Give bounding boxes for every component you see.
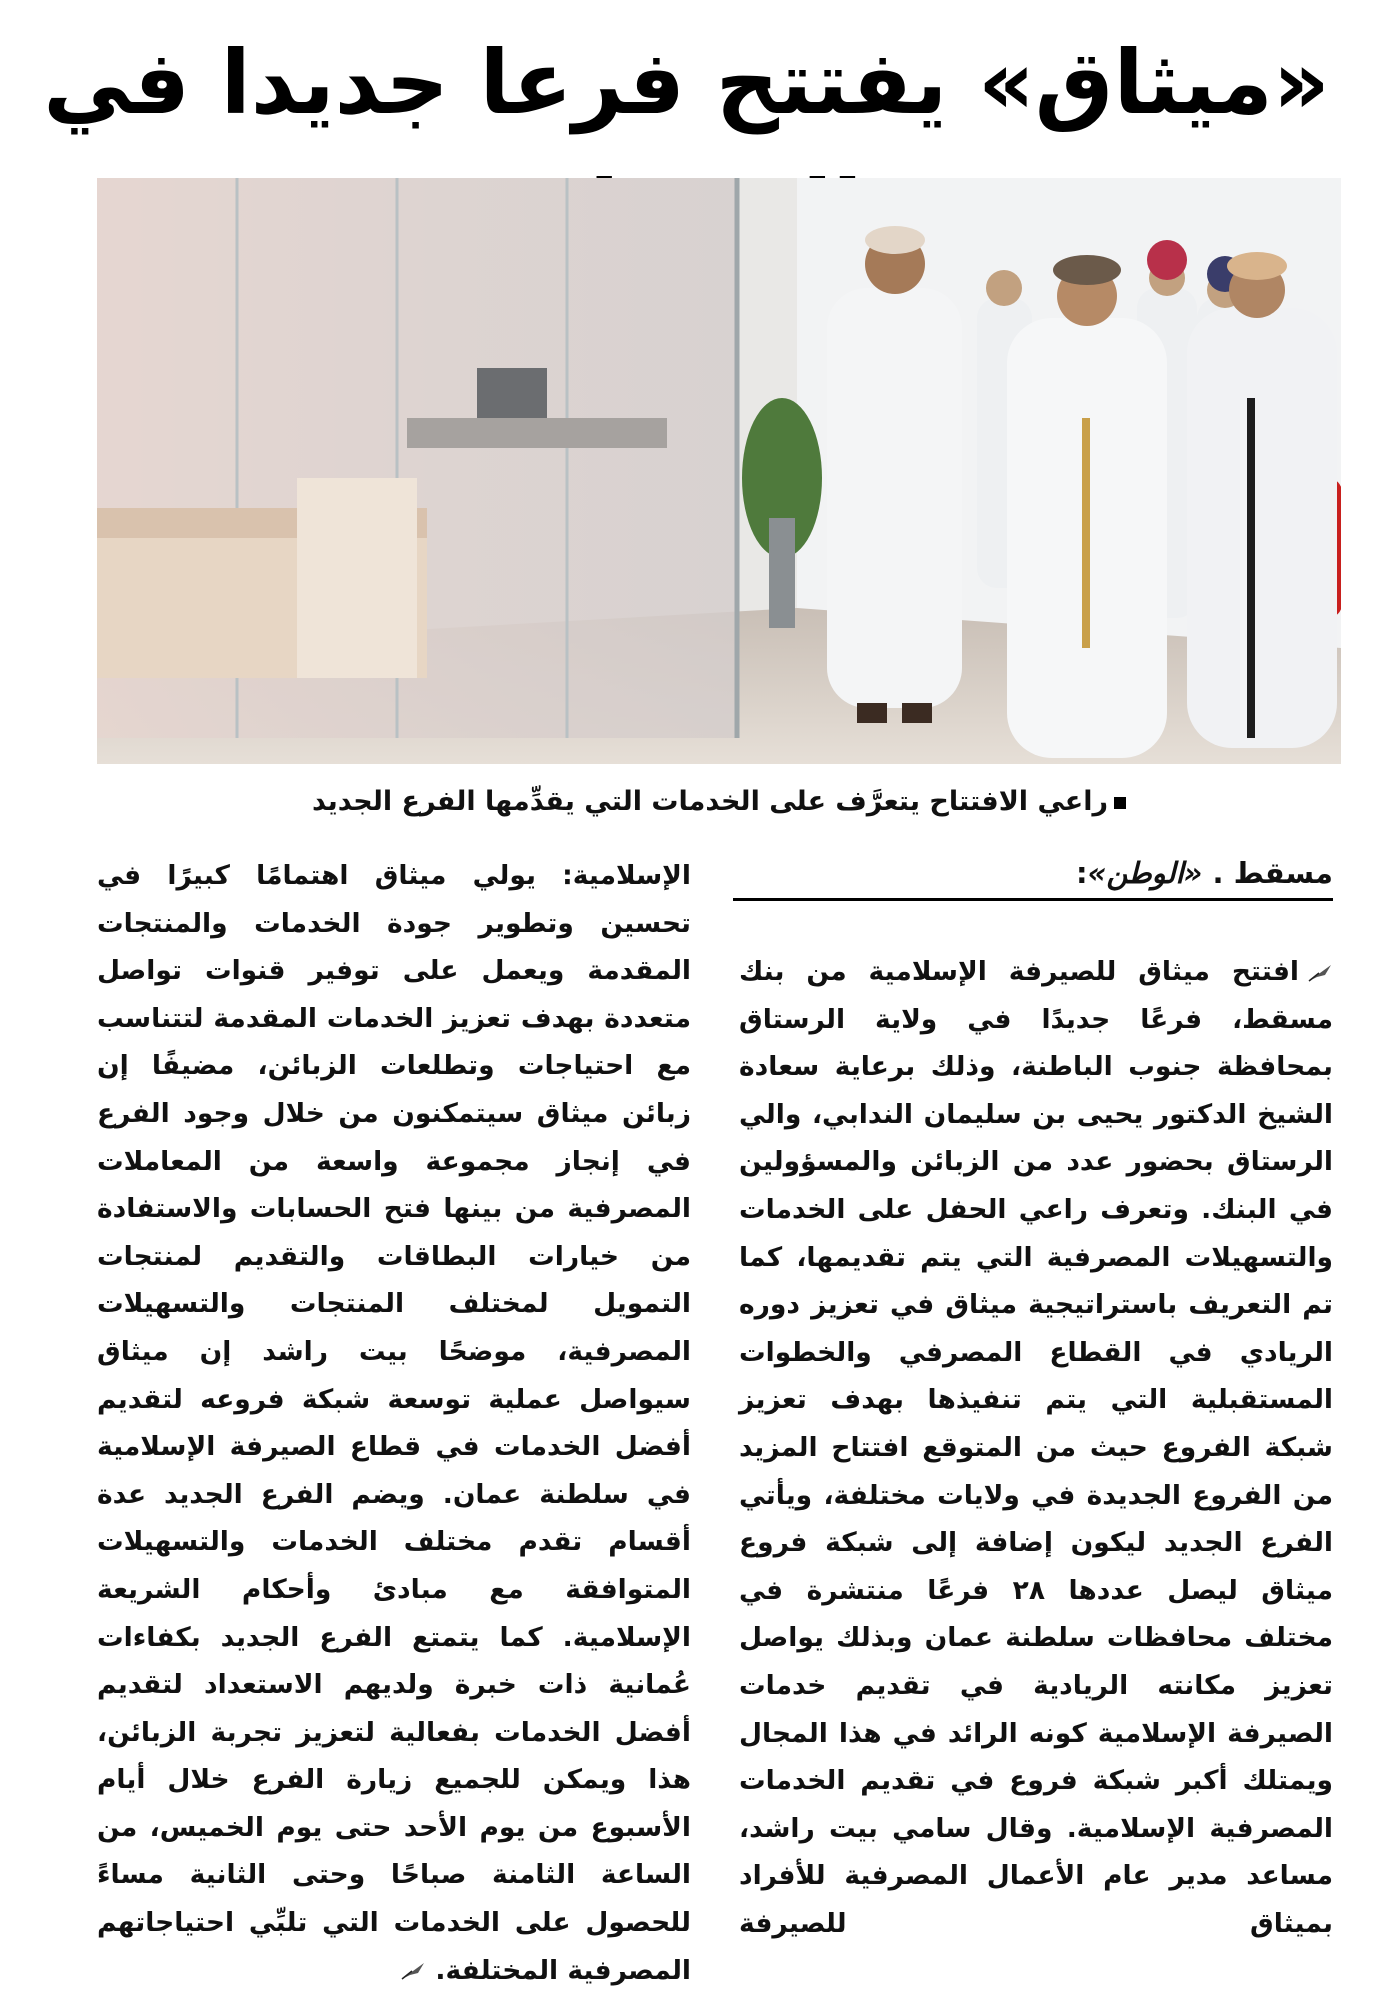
article-column-right (739, 948, 1333, 1939)
byline (733, 848, 1333, 901)
headline: «ميثاق» يفتتح فرعا جديدا في (43, 31, 1330, 134)
byline-brand: «الوطن» (1087, 856, 1203, 890)
article-text-right: افتتح ميثاق للصيرفة الإسلامية من بنك مسقط، فرعًا جديدًا في ولاية الرستاق بمحافظة جنوب الباطنة، وذلك برعاية سعادة الشيخ الدكتور يحيى بن سليمان الندابي، والي الرستاق بحضور عدد من الزبائن والمسؤولين في البنك. وتعرف راعي الحفل على الخدمات والتسهيلات المصرفية التي يتم تقديمها، كما تم التعريف باستراتيجية ميثاق في تعزيز دوره الريادي في القطاع المصرفي والخطوات المستقبلية التي يتم تنفيذها بهدف تعزيز شبكة الفروع حيث من المتوقع افتتاح المزيد من الفروع الجديدة في ولايات مختلفة، ويأتي الفرع الجديد ليكون إضافة إلى شبكة فروع ميثاق ليصل عددها ٢٨ فرعًا منتشرة في مختلف محافظات سلطنة عمان وبذلك يواصل تعزيز مكانته الريادية في تقديم خدمات الصيرفة الإسلامية كونه الرائد في هذا المجال ويمتلك أكبر شبكة فروع في تقديم الخدمات المصرفية الإسلامية. وقال سامي بيت راشد، مساعد مدير عام الأعمال المصرفية للأفراد بميثاق للصيرفة (739, 956, 1333, 1939)
byline-suffix: : (1076, 856, 1088, 890)
quill-icon (400, 1961, 426, 1981)
branch-opening-photo (97, 178, 1341, 764)
byline-city: مسقط . (1212, 856, 1333, 890)
article-text-left: الإسلامية: يولي ميثاق اهتمامًا كبيرًا في تحسين وتطوير جودة الخدمات والمنتجات المقدمة ويعمل على توفير قنوات تواصل متعددة بهدف تعزيز الخدمات المقدمة لتتناسب مع احتياجات وتطلعات الزبائن، مضيفًا إن زبائن ميثاق سيتمكنون من خلال وجود الفرع في إنجاز مجموعة واسعة من المعاملات المصرفية من بينها فتح الحسابات والاستفادة من خيارات البطاقات والتقديم لمنتجات التمويل لمختلف المنتجات والتسهيلات المصرفية، موضحًا بيت راشد إن ميثاق سيواصل عملية توسعة شبكة فروعه لتقديم أفضل الخدمات في قطاع الصيرفة الإسلامية في سلطنة عمان. ويضم الفرع الجديد عدة أقسام تقدم مختلف الخدمات والتسهيلات المتوافقة مع مبادئ وأحكام الشريعة الإسلامية. كما يتمتع الفرع الجديد بكفاءات عُمانية ذات خبرة ولديهم الاستعداد لتقديم أفضل الخدمات بفعالية لتعزيز تجربة الزبائن، هذا ويمكن للجميع زيارة الفرع خلال أيام الأسبوع من يوم الأحد حتى يوم الخميس، من الساعة الثامنة صباحًا وحتى الثانية مساءً للحصول على الخدمات التي تلبِّي احتياجاتهم المصرفية المختلفة. (97, 860, 691, 1986)
square-bullet-icon (1114, 797, 1126, 809)
quill-icon (1307, 963, 1333, 983)
photo-caption (97, 780, 1341, 824)
article-column-left (97, 852, 691, 1986)
article-photo (97, 178, 1341, 764)
caption-text: راعي الافتتاح يتعرَّف على الخدمات التي يقدِّمها الفرع الجديد (311, 786, 1109, 817)
